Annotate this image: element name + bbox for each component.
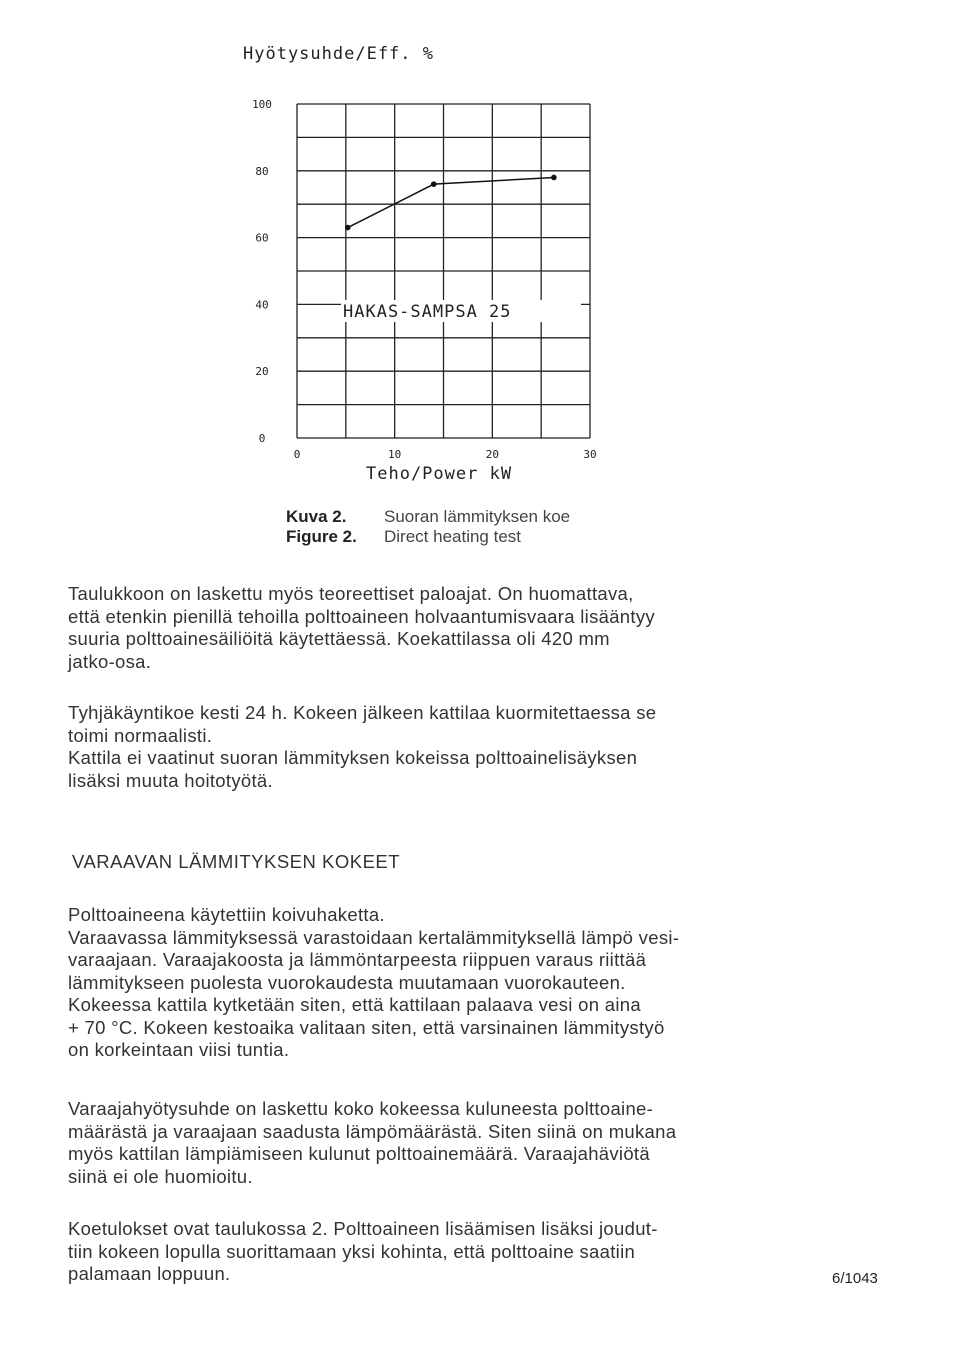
- paragraph-1: [68, 583, 788, 673]
- data-point: [551, 175, 557, 181]
- caption-fi: [286, 507, 570, 527]
- text-line: palamaan loppuun.: [68, 1263, 231, 1284]
- caption-fi-label: Kuva 2.: [286, 507, 347, 526]
- text-line: myös kattilan lämpiämiseen kulunut polttoainemäärä. Varaajahäviötä: [68, 1143, 650, 1164]
- text-line: Tyhjäkäyntikoe kesti 24 h. Kokeen jälkeen kattilaa kuormitettaessa se: [68, 702, 657, 723]
- text-line: Varaajahyötysuhde on laskettu koko kokeessa kuluneesta polttoaine-: [68, 1098, 654, 1119]
- paragraph-5: [68, 1218, 788, 1286]
- paragraph-2: [68, 702, 788, 792]
- text-line: siinä ei ole huomioitu.: [68, 1165, 253, 1187]
- text-line: suuria polttoainesäiliöitä käytettäessä. Koekattilassa oli 420 mm: [68, 628, 610, 649]
- x-tick-label: 0: [293, 448, 301, 461]
- text-line: Kattila ei vaatinut suoran lämmityksen kokeissa polttoainelisäyksen: [68, 747, 638, 768]
- text-line: Taulukkoon on laskettu myös teoreettiset paloajat. On huomattava,: [68, 583, 634, 604]
- text-line: Koetulokset ovat taulukossa 2. Polttoaineen lisäämisen lisäksi joudut-: [68, 1218, 658, 1239]
- text-line: lisäksi muuta hoitotyötä.: [68, 769, 273, 791]
- x-tick-label: 30: [583, 448, 597, 461]
- x-tick-label: 20: [485, 448, 499, 461]
- text-line: varaajaan. Varaajakoosta ja lämmöntarpeesta riippuen varaus riittää: [68, 949, 647, 970]
- caption-fi-text: Suoran lämmityksen koe: [384, 507, 571, 526]
- page-number: 6/1043: [832, 1270, 878, 1287]
- y-tick-label: 0: [258, 432, 266, 445]
- text-line: Polttoaineena käytettiin koivuhaketta.: [68, 904, 385, 925]
- chart-x-axis-label: Teho/Power kW: [366, 464, 513, 484]
- text-line: Kokeessa kattila kytketään siten, että kattilaan palaava vesi on aina: [68, 994, 641, 1015]
- section-heading: VARAAVAN LÄMMITYKSEN KOKEET: [72, 851, 401, 872]
- text-line: jatko-osa.: [68, 650, 152, 672]
- series-line: [348, 177, 554, 227]
- text-line: määrästä ja varaajaan saadusta lämpömäärästä. Siten siinä on mukana: [68, 1120, 677, 1142]
- caption-en-label: Figure 2.: [286, 527, 357, 546]
- data-point: [345, 225, 351, 231]
- paragraph-4: [68, 1098, 788, 1188]
- caption-en: [286, 527, 521, 547]
- y-tick-label: 40: [255, 298, 269, 312]
- text-line: toimi normaalisti.: [68, 724, 213, 746]
- text-line: on korkeintaan viisi tuntia.: [68, 1039, 290, 1060]
- chart-annotation-label: HAKAS-SAMPSA 25: [343, 302, 512, 322]
- text-line: että etenkin pienillä tehoilla polttoaineen holvaantumisvaara lisääntyy: [68, 605, 655, 627]
- text-line: tiin kokeen lopulla suorittamaan yksi kohinta, että polttoaine saatiin: [68, 1240, 636, 1262]
- text-line: + 70 °C. Kokeen kestoaika valitaan siten, että varsinainen lämmitystyö: [68, 1016, 665, 1038]
- caption-en-text: Direct heating test: [384, 527, 522, 546]
- text-line: Varaavassa lämmityksessä varastoidaan kertalämmityksellä lämpö vesi-: [68, 926, 680, 948]
- x-tick-label: 10: [388, 448, 402, 461]
- y-tick-label: 20: [255, 365, 269, 379]
- text-line: lämmitykseen puolesta vuorokaudesta muutamaan vuorokauteen.: [68, 971, 626, 993]
- y-tick-label: 100: [252, 98, 272, 111]
- paragraph-3: [68, 904, 788, 1062]
- data-point: [431, 181, 437, 187]
- y-tick-label: 80: [255, 164, 269, 178]
- efficiency-chart: [0, 0, 960, 500]
- y-tick-label: 60: [255, 231, 269, 245]
- chart-y-axis-label: Hyötysuhde/Eff. %: [243, 44, 434, 64]
